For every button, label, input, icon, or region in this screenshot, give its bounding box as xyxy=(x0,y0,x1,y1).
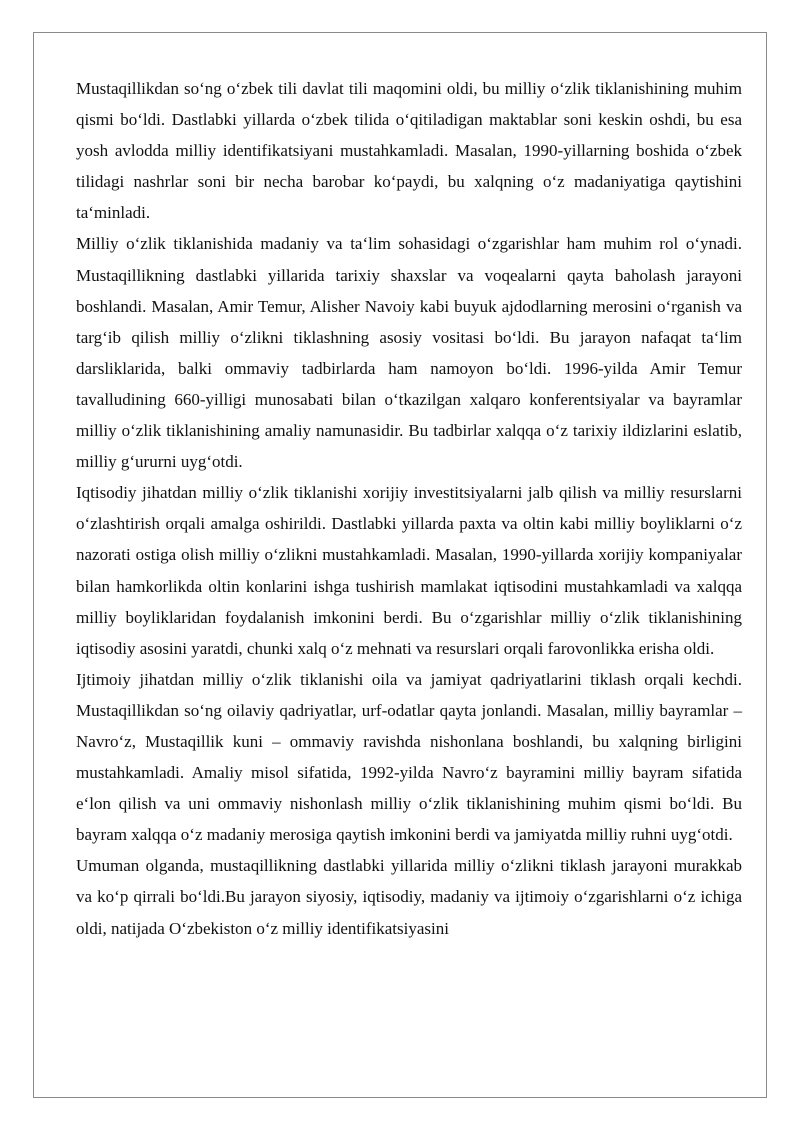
paragraph-2: Milliy o‘zlik tiklanishida madaniy va ta‘lim sohasidagi o‘zgarishlar ham muhim rol o‘ynadi. Mustaqillikning dastlabki yillarida tarixiy shaxslar va voqealarni qayta baholash jarayoni boshlandi. Masalan, Amir Temur, Alisher Navoiy kabi buyuk ajdodlarning merosini o‘rganish va targ‘ib qilish milliy o‘zlikni tiklashning asosiy vositasi bo‘ldi. Bu jarayon nafaqat ta‘lim darsliklarida, balki ommaviy tadbirlarda ham namoyon bo‘ldi. 1996-yilda Amir Temur tavalludining 660-yilligi munosabati bilan o‘tkazilgan xalqaro konferentsiyalar va bayramlar milliy o‘zlik tiklanishining amaliy namunasidir. Bu tadbirlar xalqqa o‘z tarixiy ildizlarini eslatib, milliy g‘ururni uyg‘otdi. xyxy=(76,234,742,472)
document-body xyxy=(76,73,742,944)
paragraph-5: Umuman olganda, mustaqillikning dastlabki yillarida milliy o‘zlikni tiklash jarayoni murakkab va ko‘p qirrali bo‘ldi.Bu jarayon siyosiy, iqtisodiy, madaniy va ijtimoiy o‘zgarishlarni o‘z ichiga oldi, natijada O‘zbekiston o‘z milliy identifikatsiyasini xyxy=(76,856,742,938)
paragraph-1: Mustaqillikdan so‘ng o‘zbek tili davlat tili maqomini oldi, bu milliy o‘zlik tiklanishining muhim qismi bo‘ldi. Dastlabki yillarda o‘zbek tilida o‘qitiladigan maktablar soni keskin oshdi, bu esa yosh avlodda milliy identifikatsiyani mustahkamladi. Masalan, 1990-yillarning boshida o‘zbek tilidagi nashrlar soni bir necha barobar ko‘paydi, bu xalqning o‘z madaniyatiga qaytishini ta‘minladi. xyxy=(76,79,742,223)
paragraph-3: Iqtisodiy jihatdan milliy o‘zlik tiklanishi xorijiy investitsiyalarni jalb qilish va milliy resurslarni o‘zlashtirish orqali amalga oshirildi. Dastlabki yillarda paxta va oltin kabi milliy boyliklarni o‘z nazorati ostiga olish milliy o‘zlikni mustahkamladi. Masalan, 1990-yillarda xorijiy kompaniyalar bilan hamkorlikda oltin konlarini ishga tushirish mamlakat iqtisodini mustahkamladi va xalqqa milliy boyliklaridan foydalanish imkonini berdi. Bu o‘zgarishlar milliy o‘zlik tiklanishining iqtisodiy asosini yaratdi, chunki xalq o‘z mehnati va resurslari orqali farovonlikka erisha oldi. xyxy=(76,483,742,658)
paragraph-4: Ijtimoiy jihatdan milliy o‘zlik tiklanishi oila va jamiyat qadriyatlarini tiklash orqali kechdi. Mustaqillikdan so‘ng oilaviy qadriyatlar, urf-odatlar qayta jonlandi. Masalan, milliy bayramlar – Navro‘z, Mustaqillik kuni – ommaviy ravishda nishonlana boshlandi, bu xalqning birligini mustahkamladi. Amaliy misol sifatida, 1992-yilda Navro‘z bayramini milliy bayram sifatida e‘lon qilish va uni ommaviy nishonlash milliy o‘zlik tiklanishining muhim qismi bo‘ldi. Bu bayram xalqqa o‘z madaniy merosiga qaytish imkonini berdi va jamiyatda milliy ruhni uyg‘otdi. xyxy=(76,669,742,845)
